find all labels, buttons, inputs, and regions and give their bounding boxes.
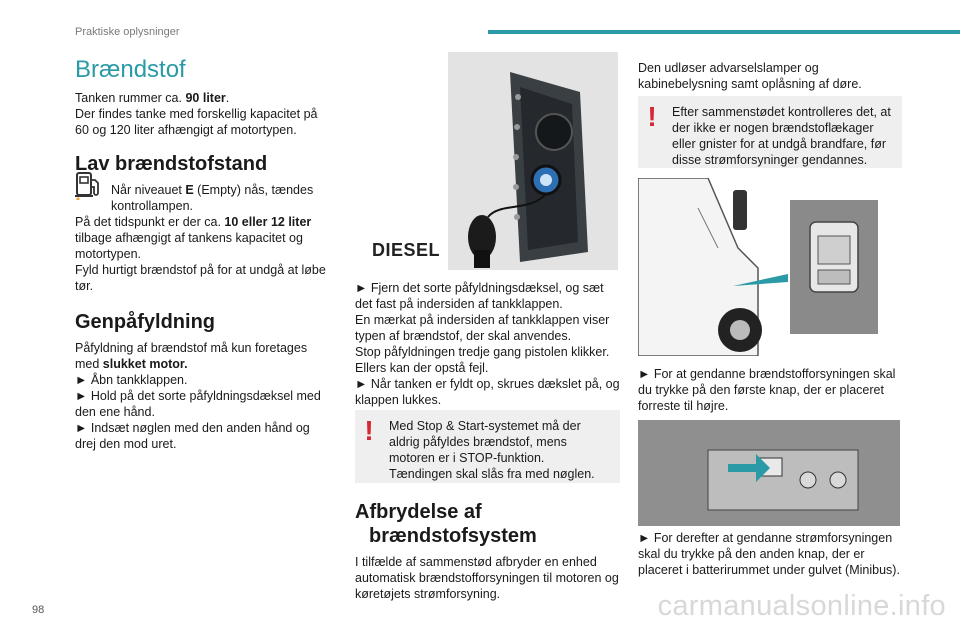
fuel-pump-icon (75, 170, 103, 200)
restore-fuel-step: ► For at gendanne brændstofforsyningen skal du trykke på den første knap, der er placeret forreste til højre. (638, 367, 896, 413)
cutoff-continued-paragraph: Den udløser advarselslamper og kabinebelysning samt oplåsning af døre. (638, 61, 862, 91)
low-fuel-heading: Lav brændstofstand (75, 153, 268, 175)
column-2-text (355, 280, 620, 408)
section-label: Praktiske oplysninger (75, 26, 180, 38)
intro-text: Tanken rummer ca. (75, 91, 186, 105)
leak-warning (638, 96, 902, 168)
filler-step-1: ► Fjern det sorte påfyldningsdæksel, og sæt det fast på indersiden af tankklappen. (355, 281, 604, 311)
refuel-paragraph (75, 340, 333, 372)
low-fuel-paragraph-2 (75, 214, 333, 262)
leak-warning-text: Efter sammenstødet kontrolleres det, at der ikke er nogen brændstoflækager eller gnister for at undgå brandfare, før disse strømforsyninger gendannes. (672, 105, 891, 167)
low-fuel-text-end: (Empty) nås, tændes kontrollampen. (111, 183, 314, 213)
refuel-bold: slukket motor. (102, 357, 188, 371)
refuel-heading: Genpåfyldning (75, 311, 215, 333)
low-fuel-text: Når niveauet (111, 183, 186, 197)
column-1 (75, 56, 333, 452)
watermark: carmanualsonline.info (657, 590, 946, 622)
column-3-step-1 (638, 366, 902, 414)
low-fuel-paragraph-1 (75, 182, 333, 214)
fuel-filler-image (360, 52, 618, 270)
filler-step-2: ► Når tanken er fyldt op, skrues dækslet på, og klappen lukkes. (355, 377, 620, 407)
low-fuel-bold-e: E (185, 183, 194, 197)
restore-power-step: ► For derefter at gendanne strømforsyningen skal du trykke på den anden knap, der er placeret i batterirummet under gulvet (Minibus). (638, 531, 900, 577)
cutoff-paragraph: I tilfælde af sammenstød afbryder en enhed automatisk brændstofforsyningen til motoren og køretøjets strømforsyning. (355, 555, 619, 601)
filler-note-3: Ellers kan der opstå fejl. (355, 361, 489, 375)
column-3-step-2 (638, 530, 902, 578)
warning-exclamation-icon: ! (647, 101, 657, 132)
intro-paragraph (75, 90, 333, 106)
diesel-label: DIESEL (372, 240, 441, 260)
refuel-step-3: ► Indsæt nøglen med den anden hånd og drej den mod uret. (75, 421, 310, 451)
page-number: 98 (32, 604, 45, 616)
intro-bold: 90 liter (185, 91, 226, 105)
header-rule (488, 30, 960, 34)
cutoff-heading-line-2: brændstofsystem (369, 525, 537, 547)
battery-compartment-image (638, 420, 900, 526)
van-cutoff-button-image (638, 178, 898, 356)
column-3-intro (638, 60, 902, 92)
stop-start-warning-text: Med Stop & Start-systemet må der aldrig påfyldes brændstof, mens motoren er i STOP-funktion. Tændingen skal slås fra med nøglen. (389, 419, 595, 481)
fuel-filler-illustration (360, 52, 618, 270)
stop-start-warning (355, 410, 620, 483)
filler-note-1: En mærkat på indersiden af tankklappen viser typen af brændstof, der skal anvendes. (355, 313, 610, 343)
low-fuel-paragraph-3: Fyld hurtigt brændstof på for at undgå at løbe tør. (75, 263, 326, 293)
intro-paragraph-2: Der findes tanke med forskellig kapacitet på 60 og 120 liter afhængigt af motortypen. (75, 107, 318, 137)
battery-illustration (638, 420, 900, 526)
low-fuel-p2-text: På det tidspunkt er der ca. (75, 215, 225, 229)
cutoff-section (355, 500, 620, 602)
van-illustration (638, 178, 898, 356)
refuel-text: Påfyldning af brændstof må kun foretages med (75, 341, 308, 371)
warning-exclamation-icon: ! (364, 415, 374, 446)
cutoff-heading-line-1: Afbrydelse af (355, 501, 482, 523)
refuel-step-2: ► Hold på det sorte påfyldningsdæksel med den ene hånd. (75, 389, 321, 419)
low-fuel-p2-bold: 10 eller 12 liter (224, 215, 312, 229)
filler-note-2: Stop påfyldningen tredje gang pistolen klikker. (355, 345, 610, 359)
intro-text-end: . (225, 91, 230, 105)
low-fuel-p2-text-end: tilbage afhængigt af tankens kapacitet og motortypen. (75, 231, 303, 261)
refuel-step-1: ► Åbn tankklappen. (75, 373, 188, 387)
page-title: Brændstof (75, 56, 186, 83)
